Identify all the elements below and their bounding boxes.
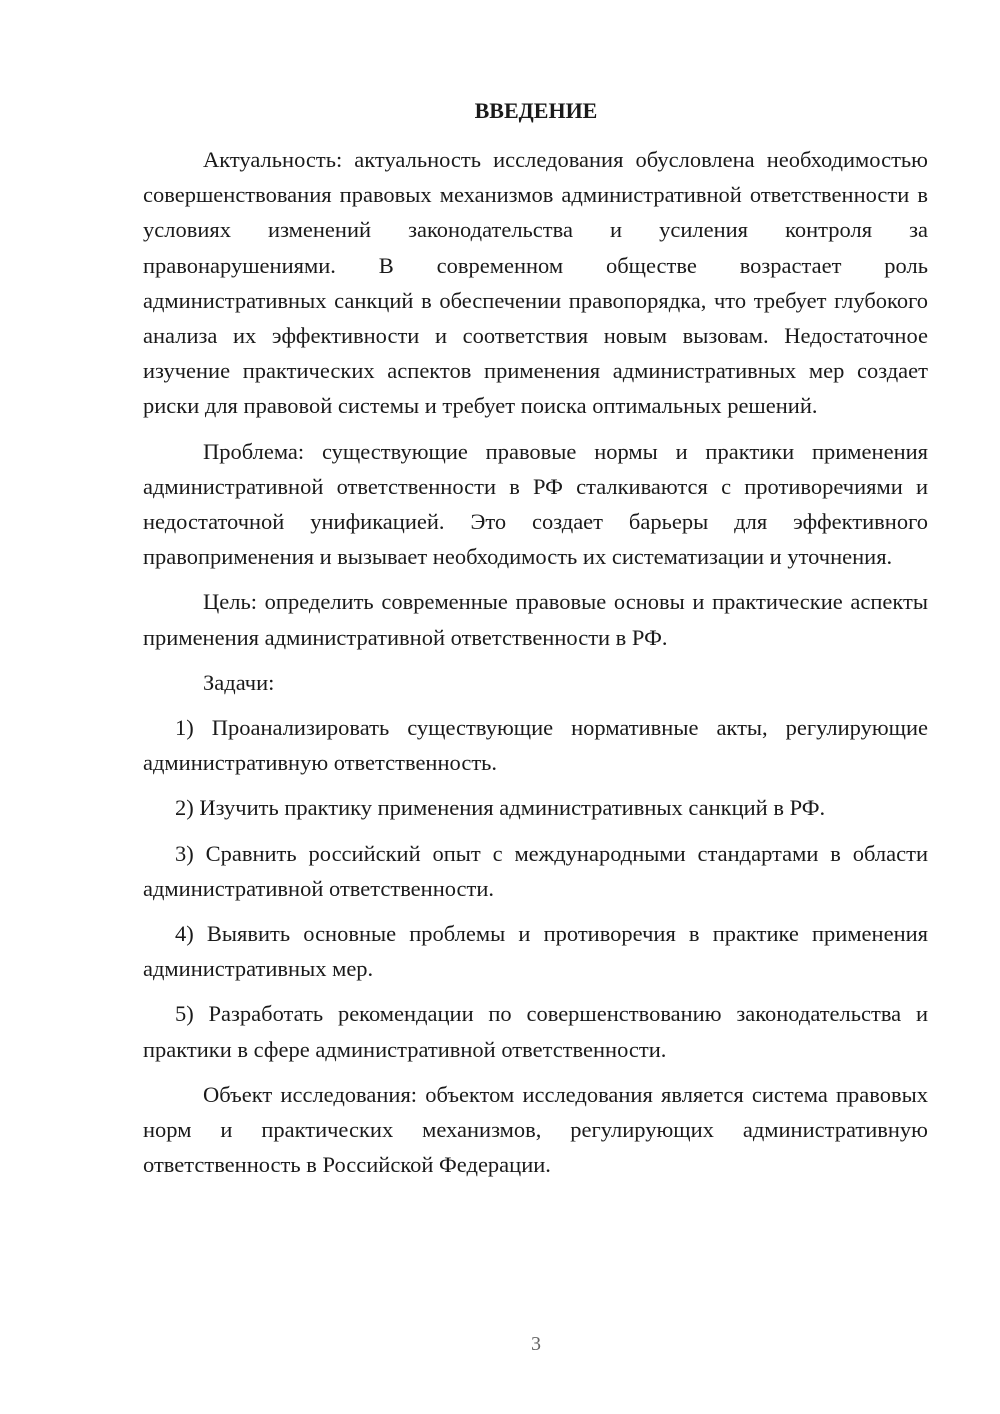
task-item-1: 1) Проанализировать существующие нормативные акты, регулирующие административную ответственность. bbox=[143, 715, 928, 776]
section-title: ВВЕДЕНИЕ bbox=[474, 98, 598, 123]
paragraph-problem: Проблема: существующие правовые нормы и практики применения административной ответственности в РФ сталкиваются с противоречиями и недостаточной унификацией. Это создает барьеры для эффективного правоприменения и вызывает необходимость их систематизации и уточнения. bbox=[143, 438, 928, 570]
page-number: 3 bbox=[531, 1333, 541, 1355]
paragraph-relevance: Актуальность: актуальность исследования обусловлена необходимостью совершенствования правовых механизмов административной ответственности в условиях изменений законодательства и усиления контроля за правонарушениями. В современном обществе возрастает роль административных санкций в обеспечении правопорядка, что требует глубокого анализа их эффективности и соответствия новым вызовам. Недостаточное изучение практических аспектов применения административных мер создает риски для правовой системы и требует поиска оптимальных решений. bbox=[143, 147, 928, 419]
paragraph-object: Объект исследования: объектом исследования является система правовых норм и практических механизмов, регулирующих административную ответственность в Российской Федерации. bbox=[143, 1081, 928, 1178]
task-item-5: 5) Разработать рекомендации по совершенствованию законодательства и практики в сфере административной ответственности. bbox=[143, 1001, 928, 1062]
task-item-4: 4) Выявить основные проблемы и противоречия в практике применения административных мер. bbox=[143, 921, 928, 982]
task-item-2: 2) Изучить практику применения административных санкций в РФ. bbox=[175, 795, 826, 821]
task-item-3: 3) Сравнить российский опыт с международными стандартами в области административной ответственности. bbox=[143, 840, 928, 901]
paragraph-tasks-heading: Задачи: bbox=[203, 669, 275, 695]
document-body bbox=[143, 142, 928, 1192]
paragraph-goal: Цель: определить современные правовые основы и практические аспекты применения административной ответственности в РФ. bbox=[143, 589, 928, 650]
